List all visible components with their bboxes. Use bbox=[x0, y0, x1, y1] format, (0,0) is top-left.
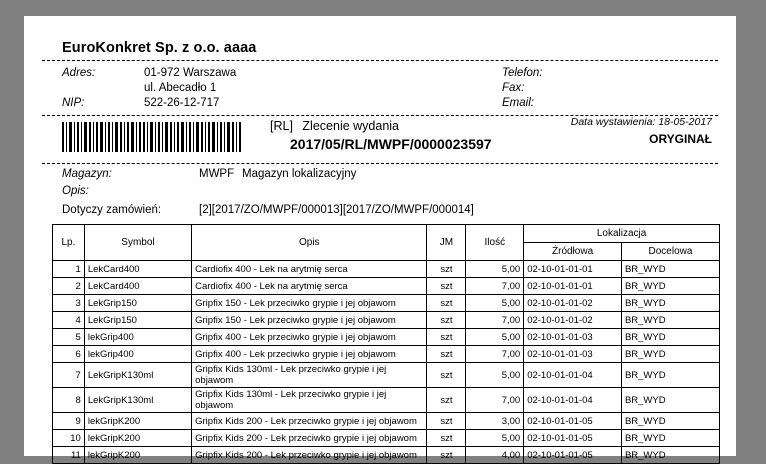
cell-docelowa: BR_WYD bbox=[621, 312, 719, 329]
col-docelowa: Docelowa bbox=[621, 243, 719, 261]
cell-ilosc: 3,00 bbox=[466, 413, 524, 430]
document-title-block bbox=[42, 116, 718, 160]
address-value-line2: ul. Abecadło 1 bbox=[144, 82, 217, 94]
cell-opis: Gripfix Kids 200 - Lek przeciwko grypie i jej objawom bbox=[192, 413, 427, 430]
cell-lp: 8 bbox=[53, 388, 85, 413]
cell-lp: 9 bbox=[53, 413, 85, 430]
cell-ilosc: 7,00 bbox=[466, 346, 524, 363]
table-row bbox=[53, 278, 720, 295]
cell-jm: szt bbox=[427, 413, 466, 430]
cell-ilosc: 5,00 bbox=[466, 295, 524, 312]
col-lp: Lp. bbox=[53, 225, 85, 261]
cell-jm: szt bbox=[427, 329, 466, 346]
col-zrodlowa: Źródłowa bbox=[524, 243, 622, 261]
col-opis: Opis bbox=[192, 225, 427, 261]
cell-opis: Cardiofix 400 - Lek na arytmię serca bbox=[192, 261, 427, 278]
cell-zrodlowa: 02-10-01-01-01 bbox=[524, 261, 622, 278]
table-row bbox=[53, 363, 720, 388]
document-title-text: Zlecenie wydania bbox=[302, 119, 400, 133]
cell-zrodlowa: 02-10-01-01-04 bbox=[524, 363, 622, 388]
cell-jm: szt bbox=[427, 430, 466, 447]
cell-jm: szt bbox=[427, 295, 466, 312]
barcode-svg bbox=[62, 122, 242, 152]
orders-value: [2][2017/ZO/MWPF/000013][2017/ZO/MWPF/000014] bbox=[199, 204, 474, 216]
cell-ilosc: 5,00 bbox=[466, 363, 524, 388]
items-table bbox=[52, 224, 720, 464]
cell-zrodlowa: 02-10-01-01-04 bbox=[524, 388, 622, 413]
cell-jm: szt bbox=[427, 278, 466, 295]
cell-symbol: lekGrip400 bbox=[84, 346, 191, 363]
cell-ilosc: 7,00 bbox=[466, 278, 524, 295]
table-row bbox=[53, 388, 720, 413]
document-type-tag: [RL] bbox=[270, 119, 293, 133]
cell-ilosc: 7,00 bbox=[466, 388, 524, 413]
table-row bbox=[53, 329, 720, 346]
warehouse-code: MWPF bbox=[199, 168, 235, 180]
cell-symbol: LekCard400 bbox=[84, 261, 191, 278]
cell-docelowa: BR_WYD bbox=[621, 346, 719, 363]
cell-ilosc: 7,00 bbox=[466, 312, 524, 329]
cell-docelowa: BR_WYD bbox=[621, 295, 719, 312]
cell-opis: Gripfix Kids 200 - Lek przeciwko grypie i jej objawom bbox=[192, 430, 427, 447]
address-label: Adres: bbox=[62, 67, 96, 79]
cell-zrodlowa: 02-10-01-01-03 bbox=[524, 329, 622, 346]
cell-symbol: LekGripK130ml bbox=[84, 388, 191, 413]
col-ilosc: Ilość bbox=[466, 225, 524, 261]
cell-jm: szt bbox=[427, 447, 466, 464]
cell-zrodlowa: 02-10-01-01-02 bbox=[524, 312, 622, 329]
fax-label: Fax: bbox=[502, 82, 525, 94]
cell-symbol: lekGripK200 bbox=[84, 430, 191, 447]
table-row bbox=[53, 346, 720, 363]
cell-docelowa: BR_WYD bbox=[621, 388, 719, 413]
cell-opis: Cardiofix 400 - Lek na arytmię serca bbox=[192, 278, 427, 295]
document-page bbox=[24, 16, 736, 461]
cell-ilosc: 5,00 bbox=[466, 329, 524, 346]
col-lokalizacja: Lokalizacja bbox=[524, 225, 720, 243]
address-value-line1: 01-972 Warszawa bbox=[144, 67, 237, 79]
cell-zrodlowa: 02-10-01-01-02 bbox=[524, 295, 622, 312]
cell-opis: Gripfix 400 - Lek przeciwko grypie i jej objawom bbox=[192, 346, 427, 363]
cell-zrodlowa: 02-10-01-01-05 bbox=[524, 413, 622, 430]
cell-opis: Gripfix Kids 130ml - Lek przeciwko grypie i jej objawom bbox=[192, 388, 427, 413]
cell-docelowa: BR_WYD bbox=[621, 430, 719, 447]
cell-lp: 4 bbox=[53, 312, 85, 329]
description-label: Opis: bbox=[62, 185, 89, 197]
cell-lp: 2 bbox=[53, 278, 85, 295]
phone-label: Telefon: bbox=[502, 67, 543, 79]
cell-lp: 7 bbox=[53, 363, 85, 388]
cell-symbol: LekGrip150 bbox=[84, 312, 191, 329]
document-number: 2017/05/RL/MWPF/0000023597 bbox=[290, 136, 492, 152]
cell-symbol: lekGripK200 bbox=[84, 413, 191, 430]
cell-docelowa: BR_WYD bbox=[621, 329, 719, 346]
table-row bbox=[53, 312, 720, 329]
cell-lp: 11 bbox=[53, 447, 85, 464]
col-jm: JM bbox=[427, 225, 466, 261]
cell-jm: szt bbox=[427, 388, 466, 413]
cell-symbol: lekGrip400 bbox=[84, 329, 191, 346]
cell-zrodlowa: 02-10-01-01-05 bbox=[524, 447, 622, 464]
cell-lp: 5 bbox=[53, 329, 85, 346]
cell-lp: 3 bbox=[53, 295, 85, 312]
cell-jm: szt bbox=[427, 312, 466, 329]
cell-lp: 1 bbox=[53, 261, 85, 278]
cell-jm: szt bbox=[427, 346, 466, 363]
divider-top bbox=[42, 60, 718, 61]
issue-date: Data wystawienia: 18-05-2017 bbox=[570, 116, 712, 128]
table-row bbox=[53, 413, 720, 430]
copy-type-label: ORYGINAŁ bbox=[649, 132, 712, 146]
email-label: Email: bbox=[502, 97, 534, 109]
meta-block bbox=[62, 164, 718, 224]
cell-docelowa: BR_WYD bbox=[621, 261, 719, 278]
col-symbol: Symbol bbox=[84, 225, 191, 261]
table-row bbox=[53, 261, 720, 278]
cell-symbol: lekGripK200 bbox=[84, 447, 191, 464]
cell-docelowa: BR_WYD bbox=[621, 413, 719, 430]
cell-zrodlowa: 02-10-01-01-01 bbox=[524, 278, 622, 295]
cell-opis: Gripfix Kids 130ml - Lek przeciwko grypie i jej objawom bbox=[192, 363, 427, 388]
table-row bbox=[53, 295, 720, 312]
orders-label: Dotyczy zamówień: bbox=[62, 204, 162, 216]
nip-label: NIP: bbox=[62, 97, 85, 109]
cell-zrodlowa: 02-10-01-01-03 bbox=[524, 346, 622, 363]
cell-docelowa: BR_WYD bbox=[621, 363, 719, 388]
cell-opis: Gripfix Kids 200 - Lek przeciwko grypie i jej objawom bbox=[192, 447, 427, 464]
cell-opis: Gripfix 400 - Lek przeciwko grypie i jej objawom bbox=[192, 329, 427, 346]
cell-ilosc: 4,00 bbox=[466, 447, 524, 464]
cell-symbol: LekGrip150 bbox=[84, 295, 191, 312]
address-block bbox=[62, 67, 718, 113]
warehouse-name: Magazyn lokalizacyjny bbox=[242, 168, 357, 180]
table-header-row-1 bbox=[53, 225, 720, 243]
warehouse-label: Magazyn: bbox=[62, 168, 112, 180]
cell-docelowa: BR_WYD bbox=[621, 278, 719, 295]
cell-lp: 6 bbox=[53, 346, 85, 363]
cell-zrodlowa: 02-10-01-01-05 bbox=[524, 430, 622, 447]
cell-symbol: LekCard400 bbox=[84, 278, 191, 295]
barcode-image bbox=[62, 122, 242, 152]
cell-lp: 10 bbox=[53, 430, 85, 447]
cell-opis: Gripfix 150 - Lek przeciwko grypie i jej objawom bbox=[192, 295, 427, 312]
cell-ilosc: 5,00 bbox=[466, 261, 524, 278]
cell-ilosc: 5,00 bbox=[466, 430, 524, 447]
cell-jm: szt bbox=[427, 261, 466, 278]
cell-symbol: LekGripK130ml bbox=[84, 363, 191, 388]
items-table-body bbox=[53, 261, 720, 464]
document-title bbox=[270, 119, 399, 133]
items-table-head bbox=[53, 225, 720, 261]
nip-value: 522-26-12-717 bbox=[144, 97, 220, 109]
cell-jm: szt bbox=[427, 363, 466, 388]
table-row bbox=[53, 447, 720, 464]
cell-docelowa: BR_WYD bbox=[621, 447, 719, 464]
company-name: EuroKonkret Sp. z o.o. aaaa bbox=[62, 40, 257, 56]
cell-opis: Gripfix 150 - Lek przeciwko grypie i jej objawom bbox=[192, 312, 427, 329]
table-row bbox=[53, 430, 720, 447]
